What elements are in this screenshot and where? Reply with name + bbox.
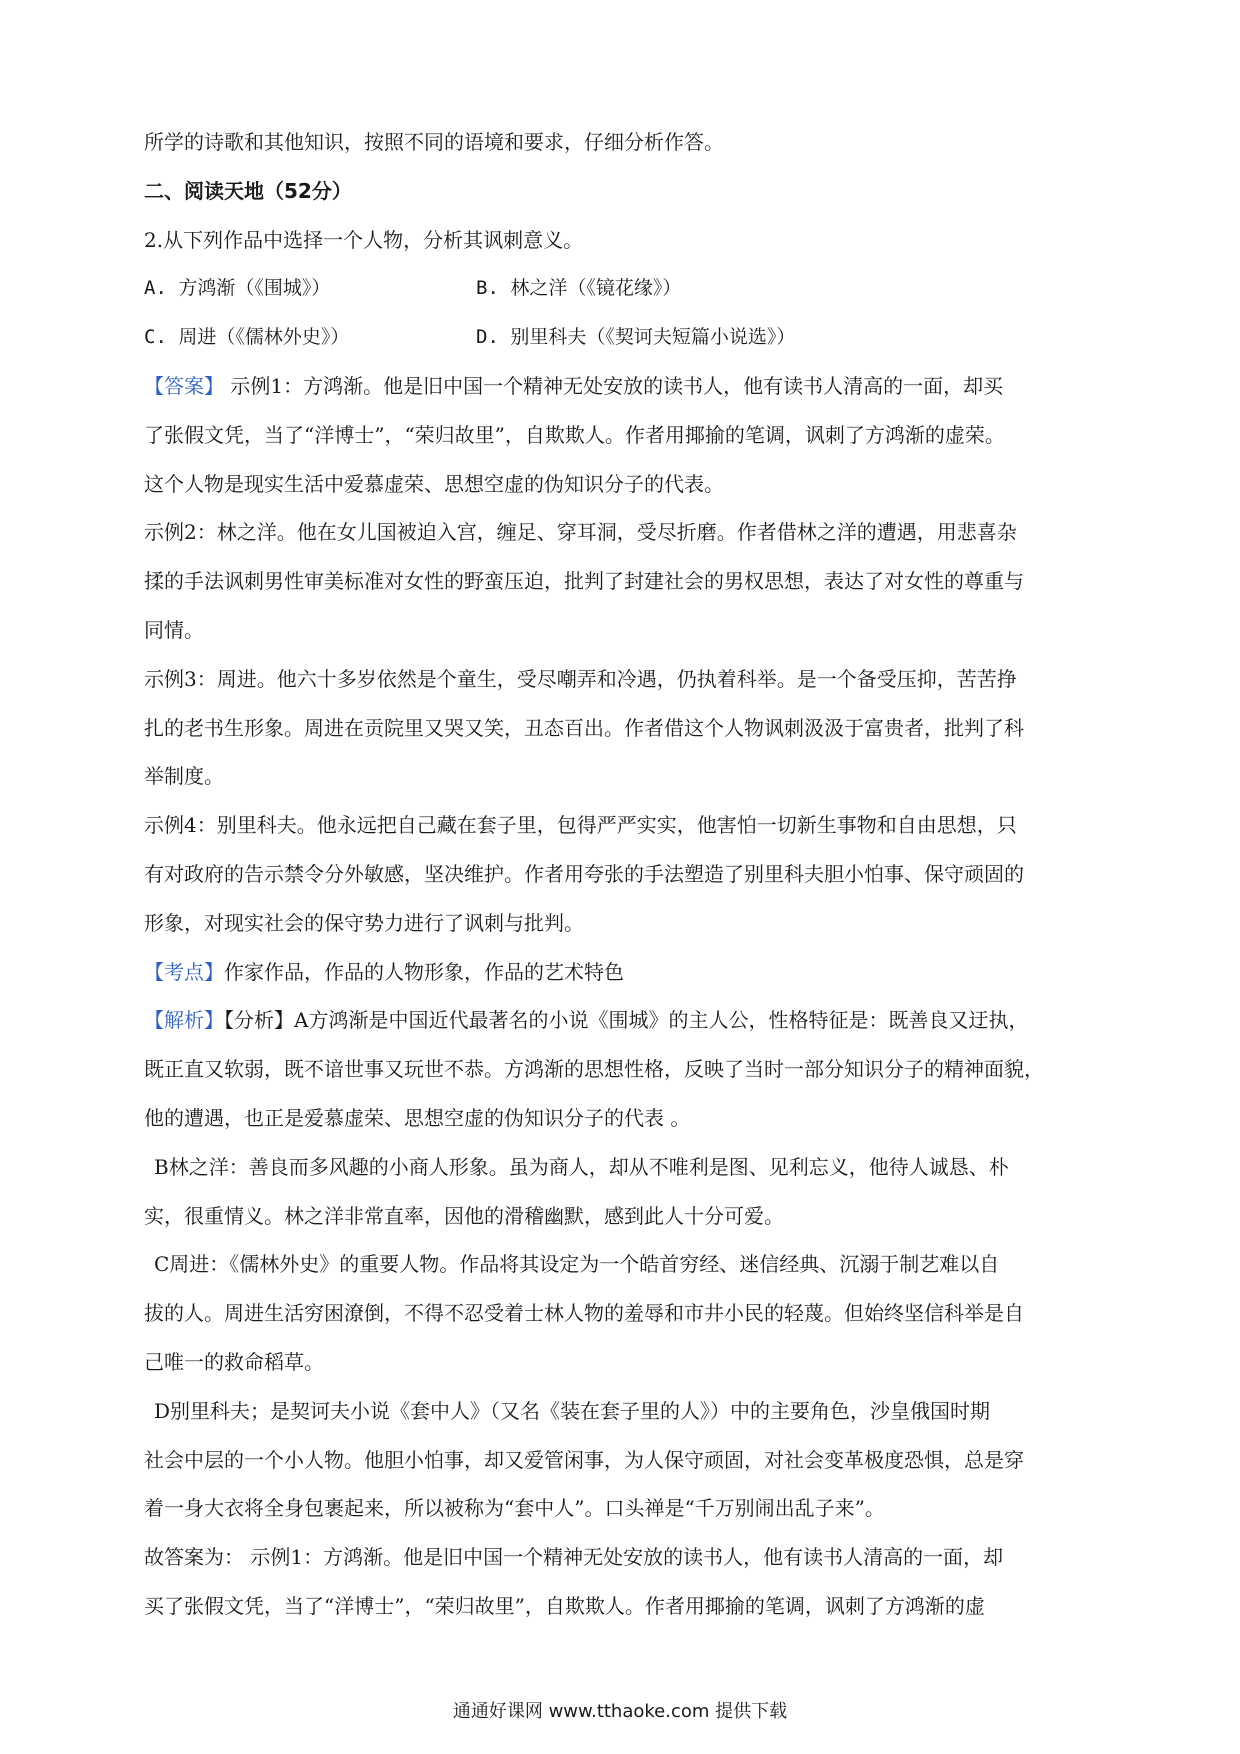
document-body: [144, 118, 1106, 1631]
jiexi-line: 买了张假文凭，当了“洋博士”，“荣归故里”，自欺欺人。作者用揶揄的笔调，讽刺了方鸿渐的虚: [144, 1593, 985, 1618]
answer-line: 示例2：林之洋。他在女儿国被迫入宫，缠足、穿耳洞，受尽折磨。作者借林之洋的遭遇，用悲喜杂: [144, 520, 1017, 545]
option-c: C. 周进（《儒林外史》）: [144, 326, 350, 349]
answer-tag: 【答案】: [144, 373, 224, 398]
jiexi-line: 着一身大衣将全身包裹起来，所以被称为“套中人”。口头禅是“千万别闹出乱子来”。: [144, 1496, 885, 1521]
answer-line: 形象，对现实社会的保守势力进行了讽刺与批判。: [144, 910, 584, 935]
answer-line: 举制度。: [144, 764, 224, 789]
kaodian-text: 作家作品，作品的人物形象，作品的艺术特色: [224, 959, 624, 984]
option-a: A. 方鸿渐（《围城》）: [144, 277, 331, 300]
jiexi-line: 拔的人。周进生活穷困潦倒，不得不忍受着士林人物的羞辱和市井小民的轻蔑。但始终坚信科举是自: [144, 1301, 1024, 1326]
jiexi-tag: 【解析】: [144, 1008, 224, 1033]
answer-line: 示例3：周进。他六十多岁依然是个童生，受尽嘲弄和冷遇，仍执着科举。是一个备受压抑，苦苦挣: [144, 666, 1017, 691]
intro-line: 所学的诗歌和其他知识，按照不同的语境和要求，仔细分析作答。: [144, 130, 724, 154]
jiexi-line: 实，很重情义。林之洋非常直率，因他的滑稽幽默，感到此人十分可爱。: [144, 1203, 784, 1228]
answer-line: 了张假文凭，当了“洋博士”，“荣归故里”，自欺欺人。作者用揶揄的笔调，讽刺了方鸿渐的虚荣。: [144, 422, 1005, 447]
jiexi-line: 他的遭遇，也正是爱慕虚荣、思想空虚的伪知识分子的代表 。: [144, 1105, 691, 1130]
kaodian-tag: 【考点】: [144, 959, 224, 984]
answer-line: 这个人物是现实生活中爱慕虚荣、思想空虚的伪知识分子的代表。: [144, 471, 724, 496]
jiexi-line: 社会中层的一个小人物。他胆小怕事，却又爱管闲事，为人保守顽固，对社会变革极度恐惧，总是穿: [144, 1447, 1024, 1472]
jiexi-line: C周进：《儒林外史》的重要人物。作品将其设定为一个皓首穷经、迷信经典、沉溺于制艺难以自: [154, 1252, 1000, 1277]
page-footer: 通通好课网 www.tthaoke.com 提供下载: [452, 1701, 788, 1722]
kaodian-line: [144, 948, 1106, 997]
answer-line: 同情。: [144, 617, 204, 642]
jiexi-line: 故答案为： 示例1：方鸿渐。他是旧中国一个精神无处安放的读书人，他有读书人清高的一面，却: [144, 1545, 1004, 1570]
answer-line: [144, 362, 1106, 411]
answer-line: 示例4：别里科夫。他永远把自己藏在套子里，包得严严实实，他害怕一切新生事物和自由思想，只: [144, 813, 1017, 838]
options-row-1: [144, 264, 1106, 313]
answer-line: 有对政府的告示禁令分外敏感，坚决维护。作者用夸张的手法塑造了别里科夫胆小怕事、保守顽固的: [144, 861, 1024, 886]
jiexi-line: 既正直又软弱，既不谙世事又玩世不恭。方鸿渐的思想性格，反映了当时一部分知识分子的精神面貌，: [144, 1057, 1044, 1082]
answer-text: 示例1：方鸿渐。他是旧中国一个精神无处安放的读书人，他有读书人清高的一面，却买: [224, 373, 1004, 398]
jiexi-text: 【分析】A方鸿渐是中国近代最著名的小说《围城》的主人公，性格特征是：既善良又迂执，: [224, 1008, 1029, 1033]
jiexi-line: 己唯一的救命稻草。: [144, 1349, 324, 1374]
option-b: B. 林之洋（《镜花缘》）: [476, 277, 682, 300]
section-heading: 二、阅读天地（52分）: [144, 178, 352, 203]
options-row-2: [144, 313, 1106, 362]
answer-line: 揉的手法讽刺男性审美标准对女性的野蛮压迫，批判了封建社会的男权思想，表达了对女性的尊重与: [144, 569, 1024, 594]
jiexi-line: B林之洋：善良而多风趣的小商人形象。虽为商人，却从不唯利是图、见利忘义，他待人诚恳、朴: [154, 1154, 1009, 1179]
question-text: 2.从下列作品中选择一个人物，分析其讽刺意义。: [144, 227, 584, 252]
answer-line: 扎的老书生形象。周进在贡院里又哭又笑，丑态百出。作者借这个人物讽刺汲汲于富贵者，批判了科: [144, 715, 1024, 740]
option-d: D. 别里科夫（《契诃夫短篇小说选》）: [476, 326, 796, 349]
jiexi-line: D别里科夫；是契诃夫小说《套中人》（又名《装在套子里的人》）中的主要角色，沙皇俄国时期: [154, 1398, 991, 1423]
jiexi-line: [144, 996, 1106, 1045]
